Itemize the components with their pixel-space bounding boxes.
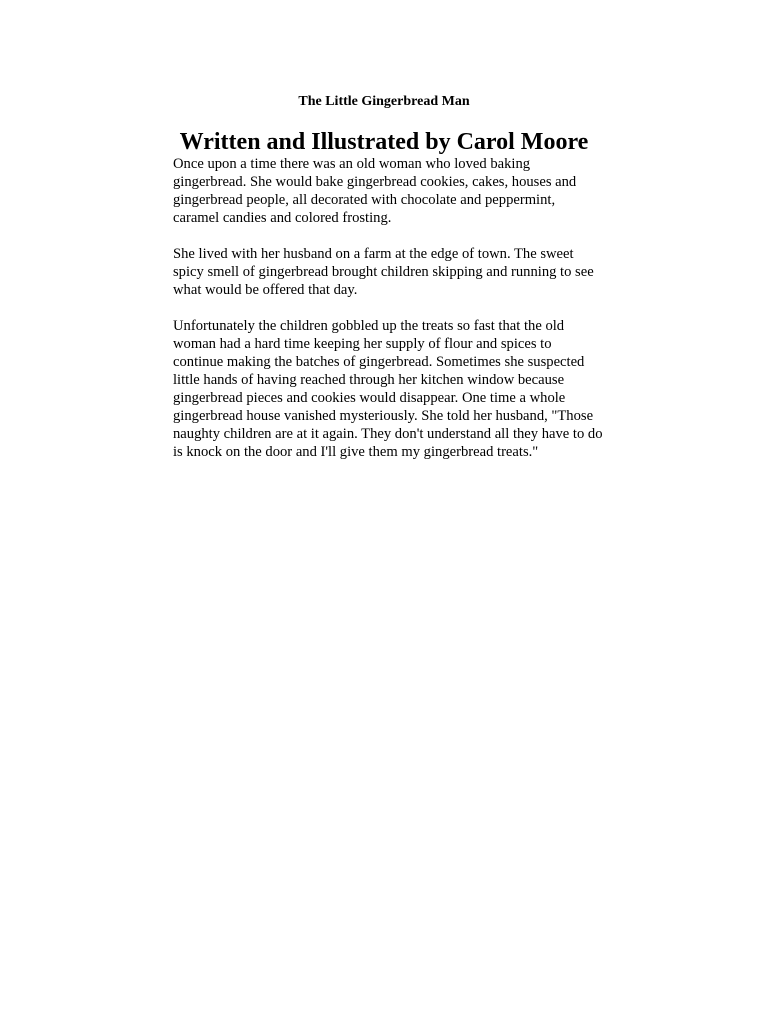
document-byline: Written and Illustrated by Carol Moore <box>179 129 589 155</box>
document-title: The Little Gingerbread Man <box>298 94 470 109</box>
document-body <box>173 155 603 479</box>
paragraph-2: She lived with her husband on a farm at the edge of town. The sweet spicy smell of gingerbread brought children skipping and running to see what would be offered that day. <box>173 246 594 298</box>
paragraph-3: Unfortunately the children gobbled up the treats so fast that the old woman had a hard time keeping her supply of flour and spices to continue making the batches of gingerbread. Sometimes she suspected little hands of having reached through her kitchen window because gingerbread pieces and cookies would disappear. One time a whole gingerbread house vanished mysteriously. She told her husband, "Those naughty children are at it again. They don't understand all they have to do is knock on the door and I'll give them my gingerbread treats." <box>173 318 603 460</box>
paragraph-1: Once upon a time there was an old woman who loved baking gingerbread. She would bake gingerbread cookies, cakes, houses and gingerbread people, all decorated with chocolate and peppermint, caramel candies and colored frosting. <box>173 156 577 226</box>
